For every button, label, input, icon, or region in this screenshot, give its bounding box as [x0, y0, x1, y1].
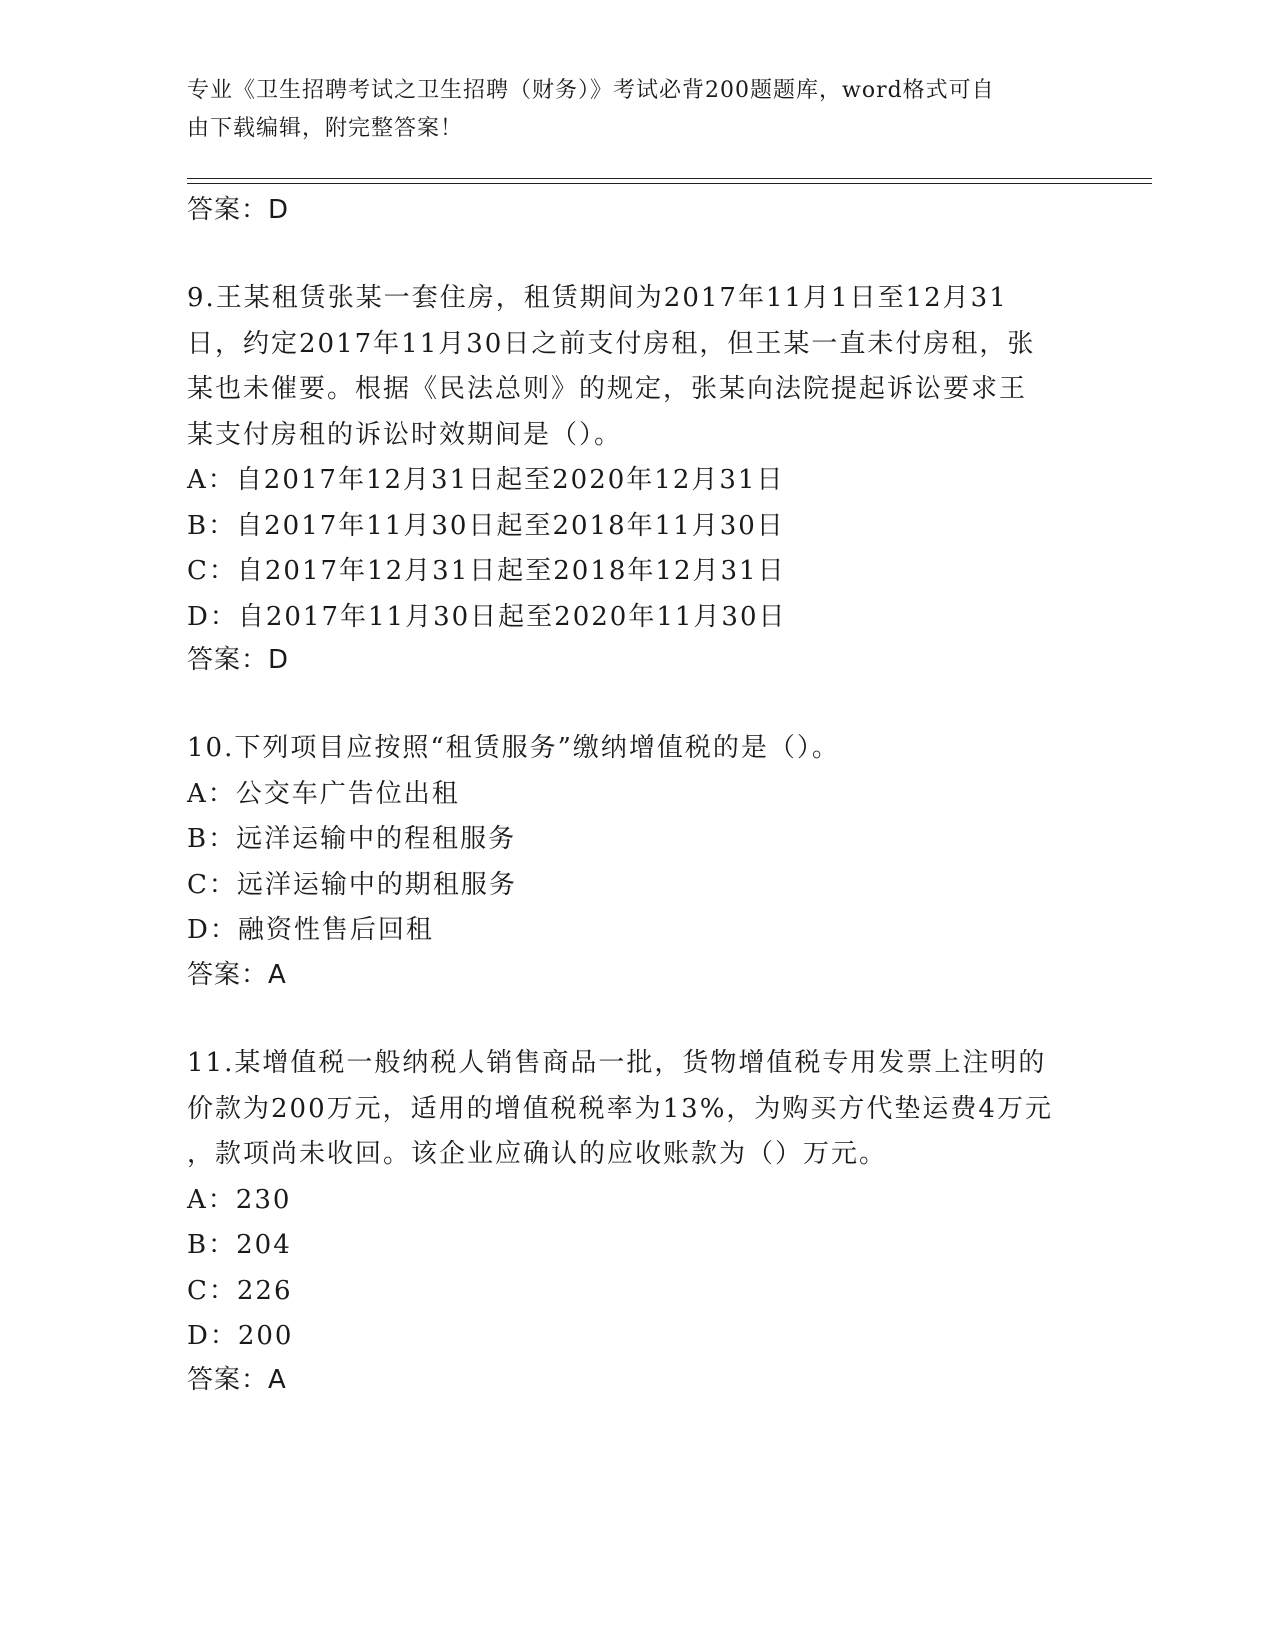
header-line-2: 由下载编辑，附完整答案！	[187, 116, 464, 141]
option-d: D：200	[187, 1321, 294, 1351]
question-stem-line: 某支付房租的诉讼时效期间是（）。	[187, 419, 623, 450]
option-c: C：自2017年12月31日起至2018年12月31日	[187, 556, 786, 586]
header-divider-top	[187, 178, 1152, 179]
option-c: C：远洋运输中的期租服务	[187, 869, 517, 900]
previous-answer: 答案：D	[187, 195, 290, 225]
question-stem-line: ，款项尚未收回。该企业应确认的应收账款为（）万元。	[187, 1139, 888, 1169]
question-stem-line: 某也未催要。根据《民法总则》的规定，张某向法院提起诉讼要求王	[187, 374, 1028, 404]
option-b: B：远洋运输中的程租服务	[187, 824, 517, 854]
header-divider-bottom	[187, 183, 1152, 184]
header-line-1: 专业《卫生招聘考试之卫生招聘（财务）》考试必背200题题库，word格式可自	[187, 78, 995, 103]
option-c: C：226	[187, 1275, 293, 1306]
option-a: A：230	[187, 1184, 292, 1215]
answer-10: 答案：A	[187, 960, 287, 990]
answer-9: 答案：D	[187, 645, 290, 675]
answer-11: 答案：A	[187, 1365, 287, 1395]
option-d: D：自2017年11月30日起至2020年11月30日	[187, 601, 787, 632]
question-11	[187, 1041, 1087, 1360]
option-a: A：自2017年12月31日起至2020年12月31日	[187, 465, 785, 495]
option-d: D：融资性售后回租	[187, 915, 434, 945]
option-b: B：204	[187, 1230, 292, 1260]
question-stem-line: 11.某增值税一般纳税人销售商品一批，货物增值税专用发票上注明的	[187, 1048, 1047, 1078]
question-stem-line: 价款为200万元，适用的增值税税率为13%，为购买方代垫运费4万元	[187, 1093, 1053, 1124]
question-10	[187, 726, 1087, 954]
question-stem-line: 10.下列项目应按照“租赁服务”缴纳增值税的是（）。	[187, 733, 840, 763]
question-stem-line: 9.王某租赁张某一套住房，租赁期间为2017年11月1日至12月31	[187, 283, 1008, 313]
document-header	[187, 72, 1067, 148]
option-a: A：公交车广告位出租	[187, 778, 460, 809]
question-stem-line: 日，约定2017年11月30日之前支付房租，但王某一直未付房租，张	[187, 328, 1036, 359]
question-9	[187, 276, 1087, 640]
option-b: B：自2017年11月30日起至2018年11月30日	[187, 510, 785, 541]
